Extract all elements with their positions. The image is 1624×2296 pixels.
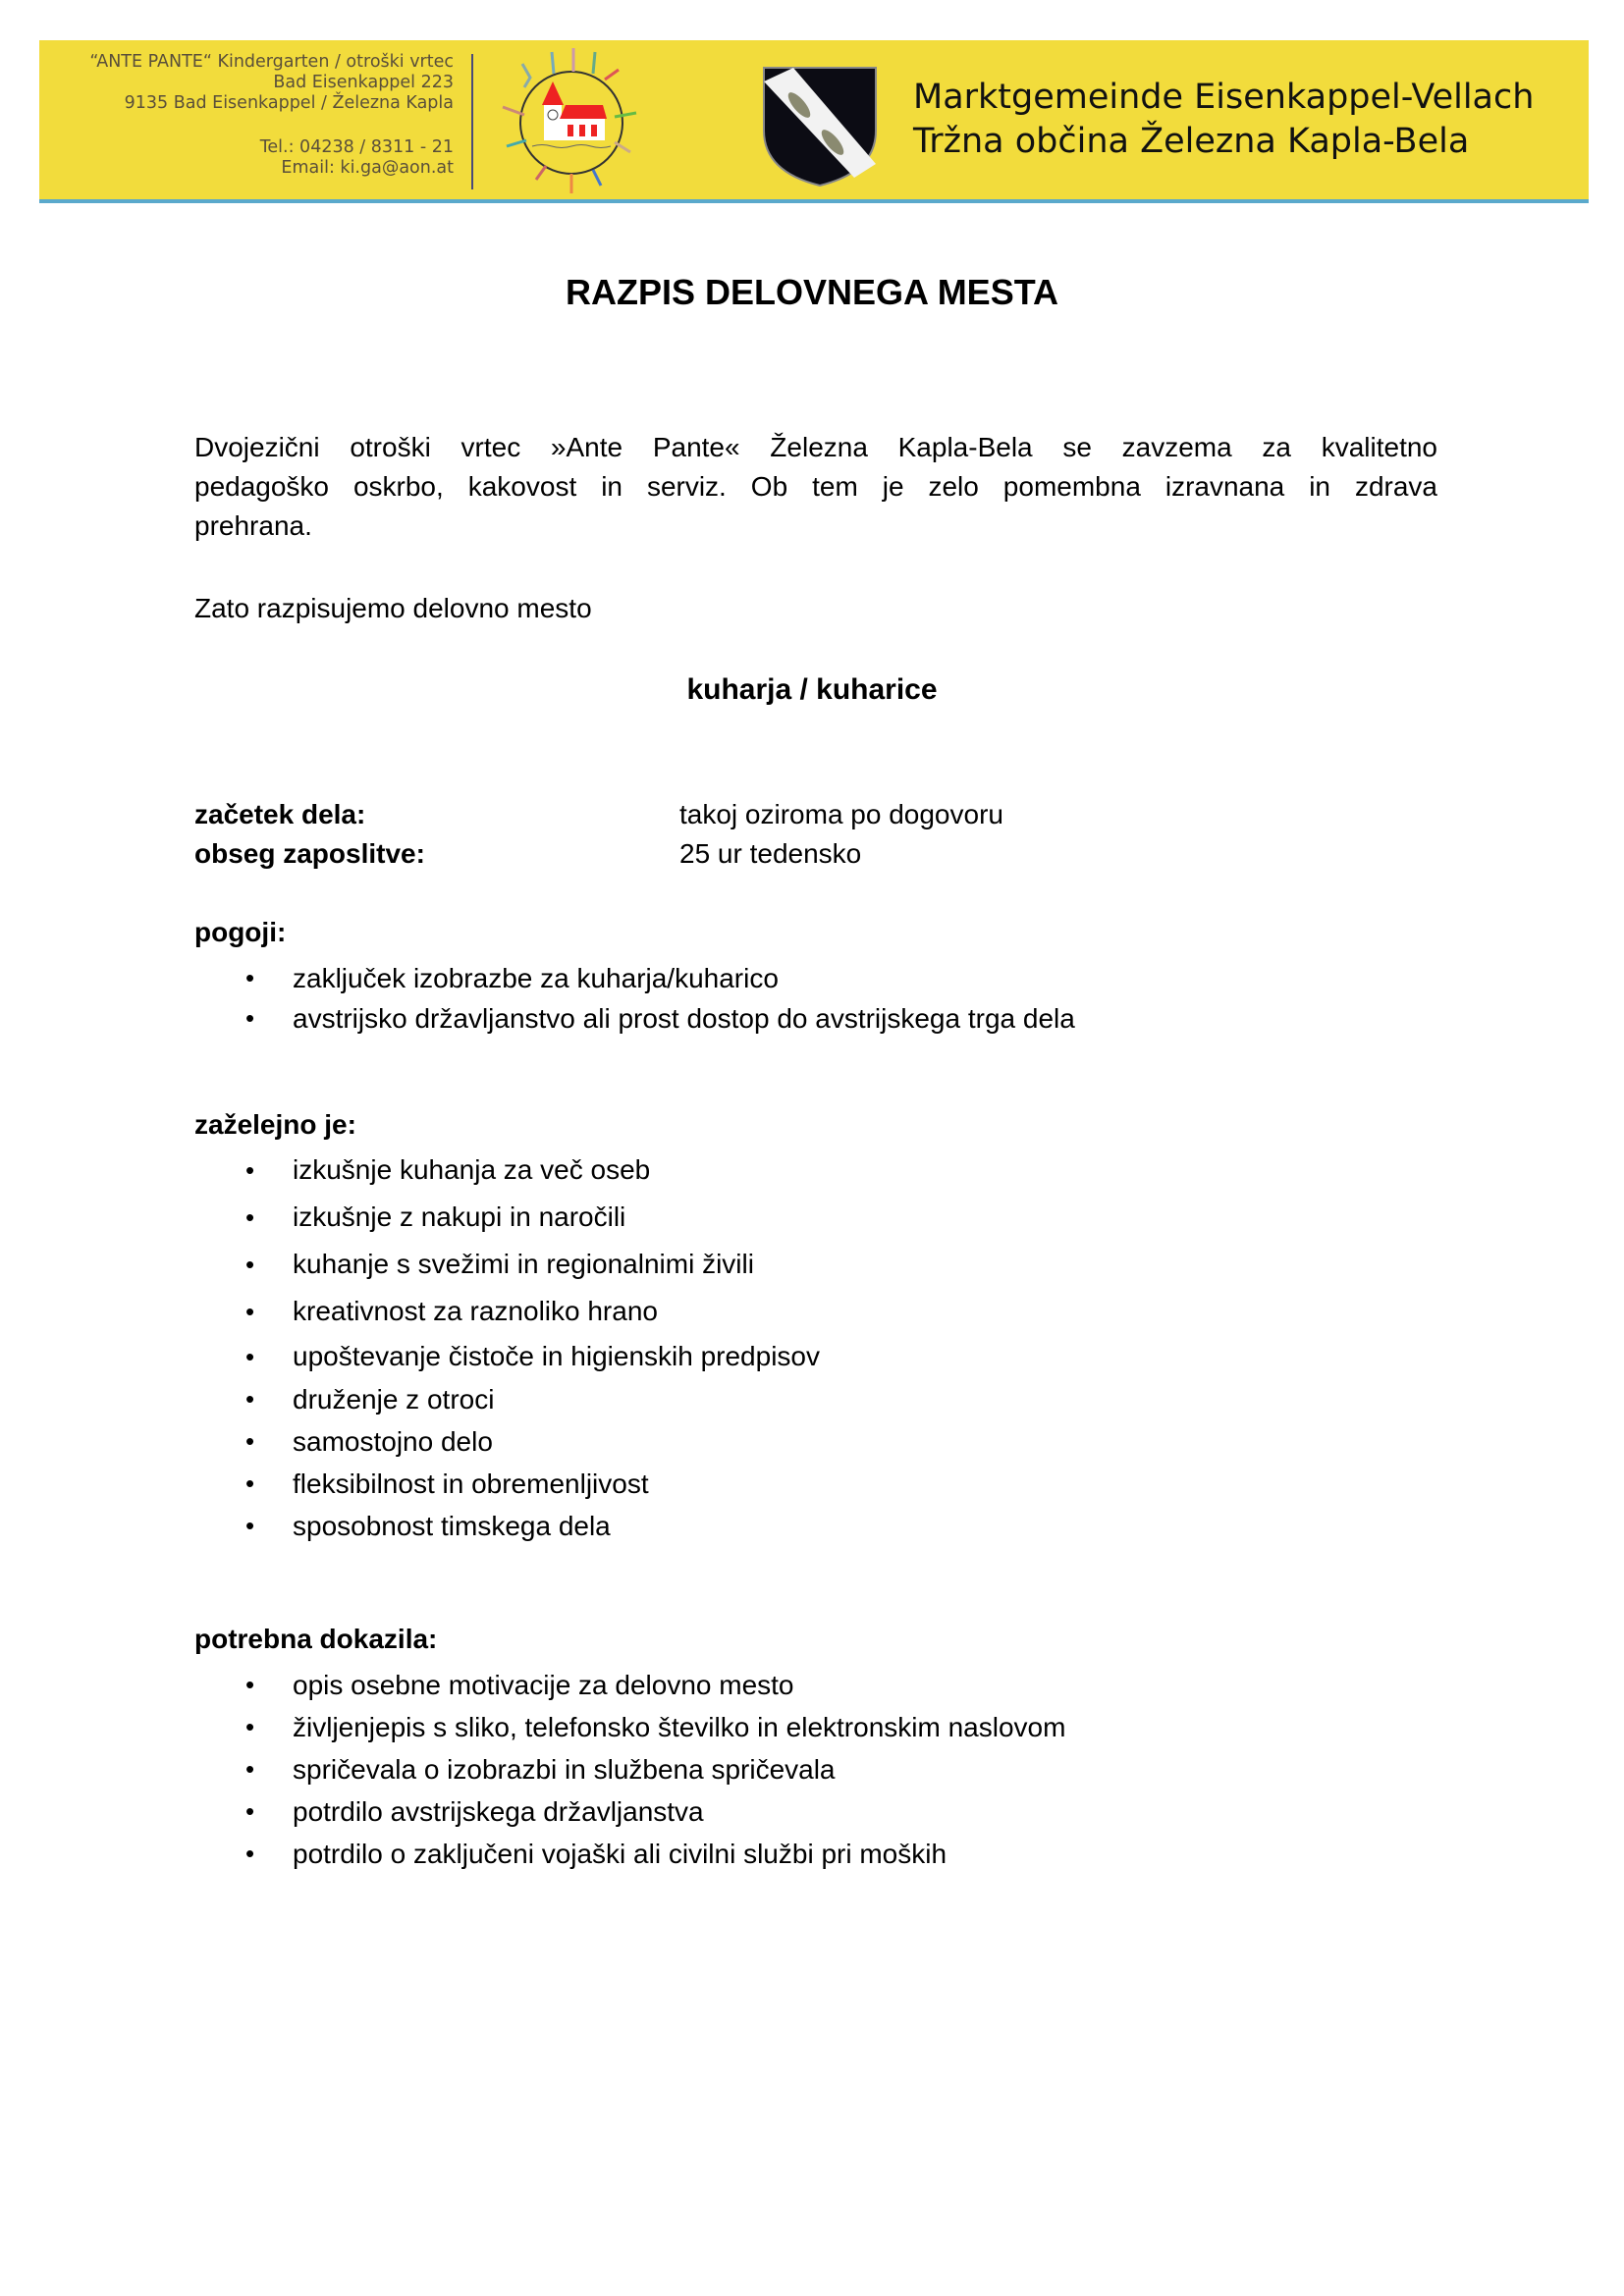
intro-paragraph bbox=[194, 428, 1437, 546]
municipality-name bbox=[913, 76, 1534, 164]
list-item: • avstrijsko državljanstvo ali prost dostop do avstrijskega trga dela bbox=[194, 998, 1075, 1039]
intro-line: prehrana. bbox=[194, 510, 312, 541]
list-item: • sposobnost timskega dela bbox=[194, 1505, 820, 1547]
intro-line: pedagoško oskrbo, kakovost in serviz. Ob tem je zelo pomembna izravnana in zdrava bbox=[194, 471, 1437, 502]
documents-heading: potrebna dokazila: bbox=[194, 1624, 438, 1654]
list-item: • zaključek izobrazbe za kuharja/kuharico bbox=[194, 958, 1075, 998]
list-item: • druženje z otroci bbox=[194, 1378, 820, 1420]
list-item: • kreativnost za raznoliko hrano bbox=[194, 1288, 820, 1335]
list-item: • kuhanje s svežimi in regionalnimi živili bbox=[194, 1241, 820, 1288]
requirements-heading: pogoji: bbox=[194, 917, 287, 947]
municipality-name-sl: Tržna občina Železna Kapla-Bela bbox=[913, 122, 1470, 161]
coat-of-arms-icon bbox=[756, 62, 884, 189]
header-divider bbox=[471, 54, 473, 189]
intro-line: Dvojezični otroški vrtec »Ante Pante« Železna Kapla-Bela se zavzema za kvalitetno bbox=[194, 432, 1437, 462]
list-item: • fleksibilnost in obremenljivost bbox=[194, 1463, 820, 1505]
announcement: Zato razpisujemo delovno mesto bbox=[194, 593, 592, 623]
kindergarten-name: “ANTE PANTE“ Kindergarten / otroški vrtec bbox=[89, 52, 454, 72]
detail-label: obseg zaposlitve: bbox=[194, 838, 425, 869]
kindergarten-email: Email: ki.ga@aon.at bbox=[281, 158, 454, 178]
list-item: • samostojno delo bbox=[194, 1420, 820, 1463]
detail-value: 25 ur tedensko bbox=[679, 838, 862, 869]
kindergarten-city: 9135 Bad Eisenkappel / Železna Kapla bbox=[124, 93, 454, 113]
requirements-list bbox=[194, 958, 1075, 1039]
list-item: • življenjepis s sliko, telefonsko številko in elektronskim naslovom bbox=[194, 1706, 1065, 1748]
kindergarten-logo-icon bbox=[493, 44, 650, 197]
letterhead bbox=[39, 40, 1589, 203]
page-title: RAZPIS DELOVNEGA MESTA bbox=[565, 272, 1059, 312]
list-item: • spričevala o izobrazbi in službena spričevala bbox=[194, 1748, 1065, 1790]
list-item: • potrdilo avstrijskega državljanstva bbox=[194, 1790, 1065, 1833]
list-item: • opis osebne motivacije za delovno mesto bbox=[194, 1664, 1065, 1706]
list-item: • potrdilo o zaključeni vojaški ali civilni službi pri moških bbox=[194, 1833, 1065, 1875]
desirable-heading: zaželejno je: bbox=[194, 1109, 356, 1140]
kindergarten-address bbox=[39, 52, 454, 179]
position-title: kuharja / kuharice bbox=[686, 673, 938, 706]
municipality-name-de: Marktgemeinde Eisenkappel-Vellach bbox=[913, 78, 1535, 117]
documents-list bbox=[194, 1664, 1065, 1875]
detail-value: takoj oziroma po dogovoru bbox=[679, 799, 1003, 829]
list-item: • izkušnje z nakupi in naročili bbox=[194, 1194, 820, 1241]
kindergarten-phone: Tel.: 04238 / 8311 - 21 bbox=[259, 137, 454, 157]
list-item: • upoštevanje čistoče in higienskih predpisov bbox=[194, 1335, 820, 1378]
desirable-list bbox=[194, 1147, 820, 1547]
list-item: • izkušnje kuhanja za več oseb bbox=[194, 1147, 820, 1194]
spacer bbox=[39, 114, 454, 137]
detail-label: začetek dela: bbox=[194, 799, 366, 829]
kindergarten-street: Bad Eisenkappel 223 bbox=[273, 73, 454, 92]
